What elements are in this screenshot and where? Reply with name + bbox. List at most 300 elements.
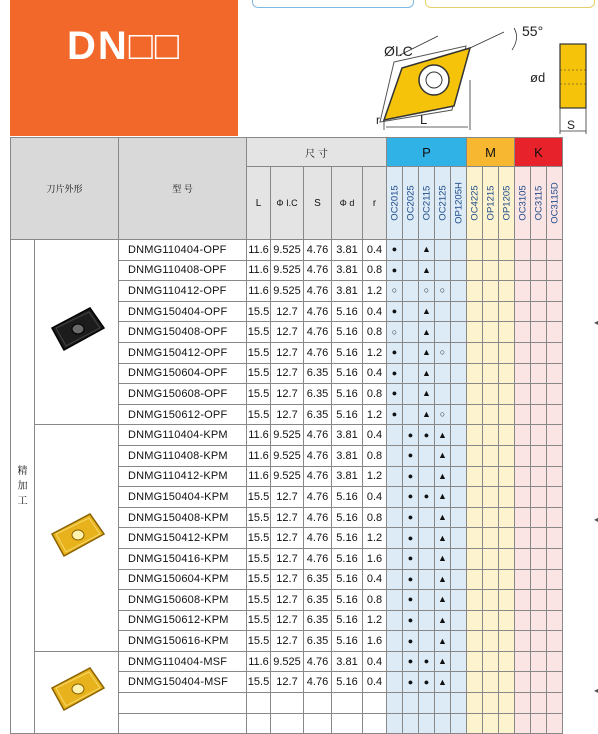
grade-mark-cell xyxy=(499,569,515,590)
dim-ic-cell: 9.525 xyxy=(271,260,304,281)
grade-mark-cell xyxy=(531,281,547,302)
grade-mark-cell xyxy=(547,548,563,569)
grade-mark-cell xyxy=(515,342,531,363)
grade-mark-cell xyxy=(499,693,515,714)
grade-mark-cell: ▲ xyxy=(419,260,435,281)
grade-mark-cell xyxy=(467,528,483,549)
dim-r-cell: 0.4 xyxy=(363,651,387,672)
dim-ic-cell: 12.7 xyxy=(271,404,304,425)
grade-mark-cell xyxy=(451,651,467,672)
dim-ic-cell: 9.525 xyxy=(271,240,304,261)
grade-mark-cell xyxy=(387,672,403,693)
dim-d-cell xyxy=(332,693,363,714)
dim-s-cell: 4.76 xyxy=(304,528,332,549)
grade-mark-cell: ● xyxy=(403,610,419,631)
grade-mark-cell: ▲ xyxy=(435,590,451,611)
dim-r-cell: 0.8 xyxy=(363,384,387,405)
grade-mark-cell xyxy=(387,528,403,549)
grade-mark-cell xyxy=(483,569,499,590)
grade-mark-cell xyxy=(387,590,403,611)
side-marker: ◂ xyxy=(593,515,598,524)
dim-s-cell: 4.76 xyxy=(304,651,332,672)
grade-mark-cell xyxy=(515,363,531,384)
grade-mark-cell xyxy=(419,548,435,569)
grade-mark-cell xyxy=(547,528,563,549)
grade-mark-cell xyxy=(547,466,563,487)
grade-mark-cell xyxy=(419,528,435,549)
grade-mark-cell xyxy=(451,487,467,508)
grade-mark-cell xyxy=(531,425,547,446)
model-cell: DNMG150604-OPF xyxy=(119,363,247,384)
dim-col-l: L xyxy=(247,167,271,240)
grade-mark-cell xyxy=(547,610,563,631)
group-p-header: P xyxy=(387,138,467,167)
dim-s-cell: 4.76 xyxy=(304,322,332,343)
dim-ic-cell: 12.7 xyxy=(271,548,304,569)
dim-col-r: r xyxy=(363,167,387,240)
grade-header: OP1215 xyxy=(483,167,499,240)
model-cell: DNMG110412-OPF xyxy=(119,281,247,302)
dim-d-cell: 5.16 xyxy=(332,342,363,363)
dim-l-cell: 11.6 xyxy=(247,466,271,487)
grade-mark-cell xyxy=(547,487,563,508)
dim-ic-cell: 12.7 xyxy=(271,507,304,528)
grade-mark-cell xyxy=(387,693,403,714)
dim-d-cell: 3.81 xyxy=(332,281,363,302)
grade-header: OC2015 xyxy=(387,167,403,240)
dim-l-cell: 15.5 xyxy=(247,569,271,590)
grade-header: OC3115 xyxy=(531,167,547,240)
grade-mark-cell xyxy=(499,363,515,384)
dim-s-cell: 6.35 xyxy=(304,590,332,611)
dim-d-cell: 5.16 xyxy=(332,610,363,631)
grade-mark-cell xyxy=(467,651,483,672)
grade-mark-cell xyxy=(467,590,483,611)
dim-s-cell: 4.76 xyxy=(304,487,332,508)
dim-ic-cell: 12.7 xyxy=(271,342,304,363)
grade-mark-cell xyxy=(483,404,499,425)
series-title: DN□□ xyxy=(66,24,182,68)
grade-mark-cell: ● xyxy=(403,507,419,528)
grade-mark-cell xyxy=(499,281,515,302)
dim-l-cell: 15.5 xyxy=(247,672,271,693)
grade-mark-cell xyxy=(499,672,515,693)
grade-mark-cell xyxy=(499,507,515,528)
grade-header: OP1205 xyxy=(499,167,515,240)
dim-r-cell: 1.2 xyxy=(363,281,387,302)
dim-d-cell: 3.81 xyxy=(332,466,363,487)
grade-mark-cell xyxy=(483,693,499,714)
model-cell: DNMG150608-OPF xyxy=(119,384,247,405)
grade-mark-cell xyxy=(499,528,515,549)
dim-s-cell: 4.76 xyxy=(304,260,332,281)
grade-mark-cell: ▲ xyxy=(435,445,451,466)
grade-mark-cell xyxy=(467,569,483,590)
dim-s-cell: 4.76 xyxy=(304,281,332,302)
grade-mark-cell xyxy=(419,590,435,611)
grade-mark-cell xyxy=(451,548,467,569)
grade-mark-cell xyxy=(483,713,499,734)
grade-mark-cell xyxy=(547,281,563,302)
grade-mark-cell xyxy=(499,445,515,466)
grade-mark-cell xyxy=(451,404,467,425)
grade-mark-cell: ● xyxy=(387,363,403,384)
grade-mark-cell xyxy=(435,260,451,281)
grade-mark-cell xyxy=(467,672,483,693)
model-cell: DNMG110408-OPF xyxy=(119,260,247,281)
grade-mark-cell xyxy=(483,672,499,693)
dim-ic-cell: 12.7 xyxy=(271,384,304,405)
dim-r-cell: 0.8 xyxy=(363,322,387,343)
dim-s-cell: 6.35 xyxy=(304,404,332,425)
grade-mark-cell: ● xyxy=(387,240,403,261)
dim-s-cell: 6.35 xyxy=(304,631,332,652)
dim-ic-cell: 12.7 xyxy=(271,301,304,322)
grade-mark-cell xyxy=(515,240,531,261)
grade-mark-cell xyxy=(531,466,547,487)
group-m-header: M xyxy=(467,138,515,167)
grade-mark-cell xyxy=(403,260,419,281)
dim-ic-cell xyxy=(271,693,304,714)
grade-mark-cell xyxy=(403,363,419,384)
grade-mark-cell xyxy=(547,569,563,590)
dim-l-cell xyxy=(247,693,271,714)
grade-mark-cell xyxy=(547,507,563,528)
grade-mark-cell xyxy=(499,404,515,425)
grade-mark-cell xyxy=(451,281,467,302)
dim-d-cell: 3.81 xyxy=(332,445,363,466)
grade-mark-cell xyxy=(419,445,435,466)
grade-mark-cell xyxy=(451,363,467,384)
grade-mark-cell xyxy=(451,301,467,322)
grade-mark-cell xyxy=(403,301,419,322)
grade-mark-cell: ○ xyxy=(387,281,403,302)
dim-d-cell: 5.16 xyxy=(332,590,363,611)
grade-mark-cell xyxy=(515,425,531,446)
grade-mark-cell: ● xyxy=(403,631,419,652)
dim-r-cell: 0.4 xyxy=(363,240,387,261)
grade-mark-cell: ▲ xyxy=(435,569,451,590)
grade-mark-cell: ▲ xyxy=(435,487,451,508)
grade-mark-cell xyxy=(403,322,419,343)
grade-mark-cell xyxy=(467,322,483,343)
grade-mark-cell xyxy=(531,240,547,261)
grade-mark-cell xyxy=(387,425,403,446)
grade-mark-cell xyxy=(515,713,531,734)
grade-mark-cell xyxy=(531,384,547,405)
dim-s-cell xyxy=(304,713,332,734)
dim-r-cell: 0.4 xyxy=(363,569,387,590)
grade-mark-cell xyxy=(515,507,531,528)
dim-r-cell: 0.4 xyxy=(363,425,387,446)
grade-mark-cell xyxy=(419,569,435,590)
dim-ic-cell: 12.7 xyxy=(271,528,304,549)
model-header: 型 号 xyxy=(119,138,247,240)
grade-mark-cell: ● xyxy=(403,569,419,590)
grade-mark-cell xyxy=(499,260,515,281)
grade-mark-cell xyxy=(451,384,467,405)
grade-mark-cell xyxy=(531,548,547,569)
gold-insert-kpm-icon xyxy=(42,506,112,566)
model-cell: DNMG110404-OPF xyxy=(119,240,247,261)
dim-d-cell: 5.16 xyxy=(332,404,363,425)
grade-mark-cell: ▲ xyxy=(419,342,435,363)
grade-mark-cell xyxy=(467,610,483,631)
grade-mark-cell: ▲ xyxy=(435,631,451,652)
grade-mark-cell: ▲ xyxy=(419,404,435,425)
grade-mark-cell xyxy=(483,466,499,487)
model-cell: DNMG150408-KPM xyxy=(119,507,247,528)
dim-r-cell: 0.8 xyxy=(363,260,387,281)
dim-r-cell xyxy=(363,713,387,734)
dim-l-cell: 15.5 xyxy=(247,301,271,322)
grade-mark-cell: ● xyxy=(403,487,419,508)
label-s: S xyxy=(567,118,576,132)
grade-mark-cell: ▲ xyxy=(435,548,451,569)
grade-mark-cell xyxy=(419,507,435,528)
grade-mark-cell xyxy=(531,363,547,384)
grade-mark-cell: ▲ xyxy=(435,610,451,631)
grade-mark-cell xyxy=(483,384,499,405)
dim-l-cell: 11.6 xyxy=(247,260,271,281)
dim-r-cell: 1.6 xyxy=(363,548,387,569)
grade-mark-cell: ● xyxy=(403,445,419,466)
grade-mark-cell xyxy=(531,569,547,590)
dim-d-cell: 3.81 xyxy=(332,425,363,446)
grade-mark-cell: ○ xyxy=(419,281,435,302)
grade-mark-cell xyxy=(499,301,515,322)
grade-mark-cell xyxy=(547,425,563,446)
grade-mark-cell xyxy=(403,713,419,734)
dim-s-cell: 4.76 xyxy=(304,342,332,363)
grade-mark-cell xyxy=(467,301,483,322)
grade-mark-cell: ● xyxy=(387,384,403,405)
grade-mark-cell xyxy=(435,240,451,261)
side-marker: ◂ xyxy=(593,318,598,327)
dim-ic-cell: 12.7 xyxy=(271,363,304,384)
grade-mark-cell xyxy=(515,631,531,652)
grade-mark-cell: ● xyxy=(387,404,403,425)
grade-mark-cell: ○ xyxy=(387,322,403,343)
grade-mark-cell: ▲ xyxy=(435,528,451,549)
label-l: L xyxy=(420,112,428,127)
insert-image-cell xyxy=(35,651,119,733)
grade-header: OC3105 xyxy=(515,167,531,240)
dim-ic-cell: 9.525 xyxy=(271,445,304,466)
dim-s-cell xyxy=(304,693,332,714)
category-label: 精 加 工 xyxy=(17,466,28,508)
grade-mark-cell xyxy=(419,693,435,714)
model-cell: DNMG150408-OPF xyxy=(119,322,247,343)
dim-r-cell: 0.4 xyxy=(363,301,387,322)
category-cell xyxy=(11,240,35,734)
model-cell: DNMG150608-KPM xyxy=(119,590,247,611)
dim-d-cell: 5.16 xyxy=(332,548,363,569)
grade-mark-cell: ● xyxy=(403,528,419,549)
grade-mark-cell: ▲ xyxy=(435,507,451,528)
dim-ic-cell: 9.525 xyxy=(271,651,304,672)
dim-r-cell: 0.4 xyxy=(363,487,387,508)
dim-s-cell: 4.76 xyxy=(304,240,332,261)
dim-r-cell: 0.8 xyxy=(363,445,387,466)
dim-d-cell xyxy=(332,713,363,734)
dim-r-cell: 1.2 xyxy=(363,404,387,425)
dim-l-cell: 15.5 xyxy=(247,631,271,652)
grade-mark-cell xyxy=(403,281,419,302)
grade-mark-cell xyxy=(499,631,515,652)
dim-l-cell: 15.5 xyxy=(247,610,271,631)
dim-ic-cell: 12.7 xyxy=(271,322,304,343)
model-cell: DNMG150612-KPM xyxy=(119,610,247,631)
grade-mark-cell xyxy=(467,363,483,384)
grade-mark-cell xyxy=(499,487,515,508)
dim-d-cell: 3.81 xyxy=(332,240,363,261)
grade-mark-cell: ● xyxy=(419,651,435,672)
grade-mark-cell xyxy=(515,487,531,508)
dim-d-cell: 3.81 xyxy=(332,260,363,281)
dim-r-cell: 0.8 xyxy=(363,507,387,528)
grade-mark-cell xyxy=(499,342,515,363)
top-tab-blue xyxy=(252,0,414,8)
grade-mark-cell: ▲ xyxy=(419,240,435,261)
grade-mark-cell xyxy=(467,445,483,466)
grade-mark-cell xyxy=(467,404,483,425)
grade-mark-cell xyxy=(515,569,531,590)
table-body xyxy=(11,240,563,734)
dim-d-cell: 5.16 xyxy=(332,672,363,693)
dim-col-ic: Φ I.C xyxy=(271,167,304,240)
model-cell: DNMG110404-KPM xyxy=(119,425,247,446)
model-cell: DNMG150416-KPM xyxy=(119,548,247,569)
grade-mark-cell xyxy=(403,240,419,261)
grade-mark-cell xyxy=(515,301,531,322)
grade-mark-cell xyxy=(547,713,563,734)
dim-s-cell: 6.35 xyxy=(304,384,332,405)
model-cell: DNMG150412-OPF xyxy=(119,342,247,363)
label-d: ød xyxy=(530,70,546,85)
series-logo xyxy=(10,0,238,136)
dim-s-cell: 4.76 xyxy=(304,445,332,466)
grade-mark-cell xyxy=(515,590,531,611)
dim-s-cell: 6.35 xyxy=(304,363,332,384)
label-angle: 55° xyxy=(522,23,544,39)
grade-mark-cell: ▲ xyxy=(419,363,435,384)
dim-d-cell: 5.16 xyxy=(332,384,363,405)
dim-s-cell: 4.76 xyxy=(304,466,332,487)
grade-mark-cell xyxy=(483,260,499,281)
dim-ic-cell: 12.7 xyxy=(271,672,304,693)
grade-mark-cell xyxy=(467,487,483,508)
grade-mark-cell xyxy=(403,384,419,405)
grade-mark-cell xyxy=(531,610,547,631)
grade-mark-cell xyxy=(451,445,467,466)
grade-mark-cell xyxy=(467,548,483,569)
table-row xyxy=(11,425,563,446)
dim-r-cell xyxy=(363,693,387,714)
insert-image-cell xyxy=(35,425,119,652)
grade-mark-cell xyxy=(467,507,483,528)
dim-ic-cell: 12.7 xyxy=(271,569,304,590)
grade-mark-cell xyxy=(451,569,467,590)
dim-s-cell: 4.76 xyxy=(304,507,332,528)
grade-mark-cell xyxy=(483,590,499,611)
grade-mark-cell xyxy=(387,651,403,672)
model-cell: DNMG110404-MSF xyxy=(119,651,247,672)
grade-mark-cell xyxy=(483,322,499,343)
grade-mark-cell xyxy=(451,713,467,734)
grade-mark-cell: ● xyxy=(387,260,403,281)
grade-mark-cell: ● xyxy=(387,301,403,322)
dim-ic-cell: 9.525 xyxy=(271,425,304,446)
dim-ic-cell: 12.7 xyxy=(271,631,304,652)
grade-mark-cell xyxy=(547,651,563,672)
grade-mark-cell xyxy=(547,404,563,425)
grade-mark-cell xyxy=(499,590,515,611)
grade-mark-cell xyxy=(515,651,531,672)
grade-mark-cell xyxy=(467,281,483,302)
grade-mark-cell xyxy=(515,384,531,405)
grade-mark-cell xyxy=(467,425,483,446)
dim-d-cell: 5.16 xyxy=(332,301,363,322)
grade-mark-cell xyxy=(547,445,563,466)
grade-mark-cell xyxy=(515,260,531,281)
dim-d-cell: 5.16 xyxy=(332,487,363,508)
dim-ic-cell: 12.7 xyxy=(271,487,304,508)
grade-mark-cell xyxy=(547,590,563,611)
grade-mark-cell: ● xyxy=(403,651,419,672)
dim-ic-cell: 12.7 xyxy=(271,610,304,631)
grade-mark-cell xyxy=(451,672,467,693)
model-cell: DNMG150612-OPF xyxy=(119,404,247,425)
grade-mark-cell xyxy=(547,301,563,322)
grade-mark-cell: ▲ xyxy=(419,301,435,322)
grade-mark-cell: ○ xyxy=(435,281,451,302)
grade-mark-cell: ● xyxy=(387,342,403,363)
grade-mark-cell xyxy=(483,610,499,631)
model-cell: DNMG150616-KPM xyxy=(119,631,247,652)
grade-mark-cell xyxy=(435,693,451,714)
grade-mark-cell xyxy=(467,260,483,281)
grade-mark-cell xyxy=(419,466,435,487)
model-cell: DNMG150404-MSF xyxy=(119,672,247,693)
grade-mark-cell xyxy=(499,384,515,405)
table-row xyxy=(11,240,563,261)
insert-specification-table xyxy=(10,137,563,734)
grade-mark-cell xyxy=(515,610,531,631)
grade-mark-cell xyxy=(387,445,403,466)
dim-l-cell: 15.5 xyxy=(247,404,271,425)
dim-d-cell: 3.81 xyxy=(332,651,363,672)
grade-mark-cell xyxy=(531,631,547,652)
insert-dimension-diagram xyxy=(362,10,598,138)
grade-mark-cell xyxy=(451,693,467,714)
grade-mark-cell xyxy=(387,631,403,652)
grade-mark-cell xyxy=(451,342,467,363)
grade-mark-cell xyxy=(419,631,435,652)
grade-mark-cell xyxy=(387,507,403,528)
grade-mark-cell xyxy=(547,672,563,693)
dim-r-cell: 0.4 xyxy=(363,363,387,384)
grade-mark-cell xyxy=(515,445,531,466)
grade-mark-cell xyxy=(483,631,499,652)
model-cell xyxy=(119,713,247,734)
dim-r-cell: 1.2 xyxy=(363,342,387,363)
grade-mark-cell xyxy=(483,507,499,528)
grade-mark-cell: ● xyxy=(419,425,435,446)
grade-mark-cell xyxy=(483,528,499,549)
grade-mark-cell xyxy=(499,548,515,569)
grade-mark-cell xyxy=(451,425,467,446)
